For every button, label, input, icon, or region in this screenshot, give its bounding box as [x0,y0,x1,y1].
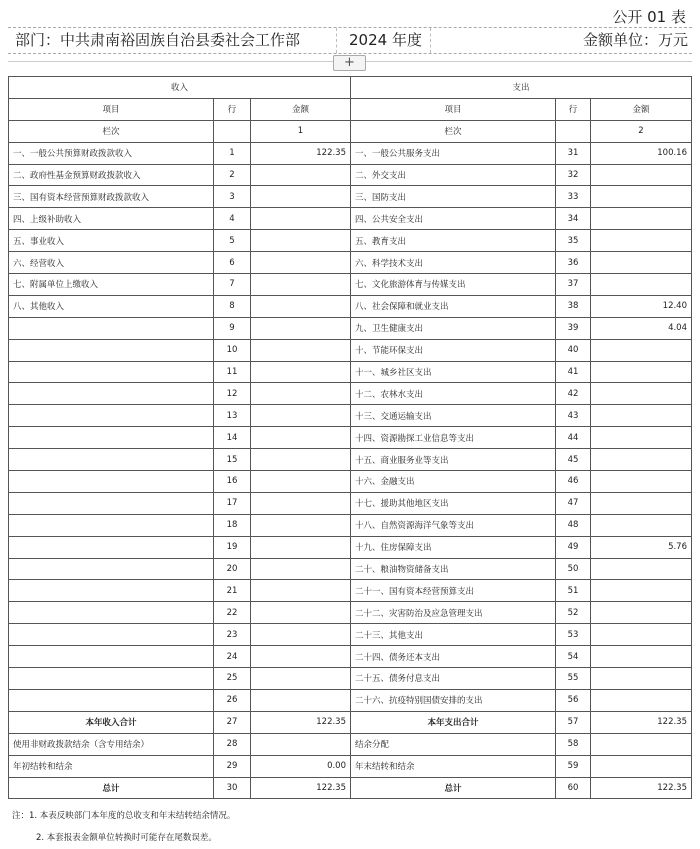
expense-item-cell: 二、外交支出 [351,164,556,186]
income-item-cell [9,646,214,668]
income-amount-cell: 0.00 [251,755,351,777]
expense-item-cell: 四、公共安全支出 [351,208,556,230]
expense-amount-cell [591,602,692,624]
income-line-cell: 6 [214,252,251,274]
income-amount-cell [251,449,351,471]
income-amount-cell [251,361,351,383]
income-amount-cell [251,492,351,514]
expense-amount-cell [591,755,692,777]
table-row [9,142,692,164]
table-row [9,689,692,711]
table-row [9,164,692,186]
footnotes [12,805,235,849]
expense-amount-cell [591,405,692,427]
expand-divider [8,61,333,62]
budget-summary-table [8,76,692,799]
expense-item-cell: 年末结转和结余 [351,755,556,777]
income-line-cell: 12 [214,383,251,405]
income-line-cell: 11 [214,361,251,383]
table-row [9,339,692,361]
income-amount-cell [251,295,351,317]
expense-order-line [556,120,591,142]
expense-amount-cell [591,274,692,296]
expense-line-cell: 55 [556,668,591,690]
table-row [9,361,692,383]
expense-item-cell: 十、节能环保支出 [351,339,556,361]
income-amount-cell [251,580,351,602]
income-amount-cell [251,558,351,580]
income-line-cell: 24 [214,646,251,668]
table-row [9,208,692,230]
expense-item-cell: 十五、商业服务业等支出 [351,449,556,471]
income-amount-header: 金额 [251,98,351,120]
table-row [9,624,692,646]
expense-section-title: 支出 [351,77,692,99]
income-item-cell [9,405,214,427]
summary-row [9,733,692,755]
income-line-cell: 7 [214,274,251,296]
expense-line-cell: 48 [556,514,591,536]
table-row [9,230,692,252]
income-item-cell [9,668,214,690]
expense-item-header: 项目 [351,98,556,120]
expense-amount-cell [591,668,692,690]
table-row [9,186,692,208]
income-item-cell [9,449,214,471]
income-item-cell: 五、事业收入 [9,230,214,252]
table-row [9,449,692,471]
income-line-cell: 20 [214,558,251,580]
income-item-cell: 六、经营收入 [9,252,214,274]
income-order-label: 栏次 [9,120,214,142]
expense-amount-cell [591,427,692,449]
expense-item-cell: 本年支出合计 [351,711,556,733]
expense-line-cell: 44 [556,427,591,449]
income-line-cell: 4 [214,208,251,230]
income-order-line [214,120,251,142]
expense-item-cell: 结余分配 [351,733,556,755]
expense-item-cell: 二十二、灾害防治及应急管理支出 [351,602,556,624]
income-item-cell [9,624,214,646]
expense-line-cell: 47 [556,492,591,514]
expense-item-cell: 三、国防支出 [351,186,556,208]
expense-item-cell: 二十六、抗疫特别国债安排的支出 [351,689,556,711]
footnote: 2. 本套报表金额单位转换时可能存在尾数误差。 [36,833,217,843]
expense-line-cell: 58 [556,733,591,755]
income-amount-cell [251,252,351,274]
expense-line-cell: 54 [556,646,591,668]
expense-item-cell: 一、一般公共服务支出 [351,142,556,164]
expense-amount-cell [591,624,692,646]
expense-amount-cell [591,186,692,208]
income-item-cell [9,427,214,449]
income-amount-cell [251,317,351,339]
expense-amount-cell [591,558,692,580]
expense-line-cell: 40 [556,339,591,361]
expense-line-cell: 45 [556,449,591,471]
table-row [9,274,692,296]
expand-button[interactable]: + [333,55,366,71]
income-line-cell: 16 [214,471,251,493]
income-line-cell: 26 [214,689,251,711]
expense-amount-cell [591,230,692,252]
summary-row [9,777,692,799]
income-item-cell [9,580,214,602]
income-item-cell: 三、国有资本经营预算财政拨款收入 [9,186,214,208]
expense-amount-cell: 122.35 [591,777,692,799]
income-item-cell [9,383,214,405]
expense-amount-cell [591,361,692,383]
income-item-cell: 年初结转和结余 [9,755,214,777]
table-row [9,317,692,339]
income-item-cell [9,361,214,383]
income-amount-cell [251,208,351,230]
expense-order-label: 栏次 [351,120,556,142]
expand-divider [366,61,692,62]
income-line-cell: 5 [214,230,251,252]
expense-amount-cell: 12.40 [591,295,692,317]
income-line-cell: 19 [214,536,251,558]
expense-item-cell: 九、卫生健康支出 [351,317,556,339]
expense-item-cell: 十六、金融支出 [351,471,556,493]
income-amount-cell [251,668,351,690]
expense-line-cell: 59 [556,755,591,777]
expense-item-cell: 十九、住房保障支出 [351,536,556,558]
expense-amount-cell: 100.16 [591,142,692,164]
income-line-cell: 15 [214,449,251,471]
expense-item-cell: 十四、资源勘探工业信息等支出 [351,427,556,449]
amount-unit: 金额单位：万元 [582,31,688,49]
income-line-cell: 25 [214,668,251,690]
income-item-cell [9,536,214,558]
expense-line-cell: 46 [556,471,591,493]
income-line-cell: 27 [214,711,251,733]
income-line-cell: 8 [214,295,251,317]
expense-item-cell: 六、科学技术支出 [351,252,556,274]
table-row [9,536,692,558]
expense-line-cell: 56 [556,689,591,711]
table-row [9,514,692,536]
income-line-cell: 1 [214,142,251,164]
income-line-cell: 30 [214,777,251,799]
income-item-cell: 二、政府性基金预算财政拨款收入 [9,164,214,186]
income-item-cell [9,514,214,536]
income-amount-cell [251,383,351,405]
table-row [9,427,692,449]
expense-line-cell: 60 [556,777,591,799]
table-row [9,492,692,514]
expense-amount-cell [591,646,692,668]
income-amount-cell [251,646,351,668]
income-amount-cell: 122.35 [251,142,351,164]
expense-line-cell: 49 [556,536,591,558]
expense-amount-cell [591,514,692,536]
table-row [9,405,692,427]
income-amount-cell [251,427,351,449]
expense-amount-cell: 4.04 [591,317,692,339]
income-item-cell [9,317,214,339]
form-code: 公开 01 表 [612,8,686,26]
expense-line-cell: 32 [556,164,591,186]
income-amount-cell [251,164,351,186]
income-item-cell: 本年收入合计 [9,711,214,733]
table-row [9,383,692,405]
expense-item-cell: 二十三、其他支出 [351,624,556,646]
income-item-header: 项目 [9,98,214,120]
income-item-cell [9,689,214,711]
expense-line-cell: 53 [556,624,591,646]
income-amount-cell [251,274,351,296]
income-item-cell: 四、上级补助收入 [9,208,214,230]
expense-item-cell: 二十五、债务付息支出 [351,668,556,690]
summary-row [9,711,692,733]
expense-item-cell: 十七、援助其他地区支出 [351,492,556,514]
income-item-cell: 使用非财政拨款结余（含专用结余） [9,733,214,755]
column-header-row [9,98,692,120]
income-line-cell: 14 [214,427,251,449]
income-amount-cell [251,624,351,646]
expense-amount-cell [591,733,692,755]
expense-line-cell: 34 [556,208,591,230]
income-amount-cell: 122.35 [251,711,351,733]
income-amount-cell: 122.35 [251,777,351,799]
income-item-cell: 总计 [9,777,214,799]
table-row [9,558,692,580]
expense-line-cell: 33 [556,186,591,208]
expense-item-cell: 十一、城乡社区支出 [351,361,556,383]
income-item-cell [9,339,214,361]
income-item-cell [9,471,214,493]
income-item-cell: 八、其他收入 [9,295,214,317]
table-row [9,580,692,602]
income-line-cell: 13 [214,405,251,427]
expense-line-cell: 52 [556,602,591,624]
footnote: 注：1. 本表反映部门本年度的总收支和年末结转结余情况。 [12,811,236,821]
income-line-cell: 3 [214,186,251,208]
expense-item-cell: 十三、交通运输支出 [351,405,556,427]
expense-item-cell: 二十、粮油物资储备支出 [351,558,556,580]
table-row [9,471,692,493]
expense-amount-cell: 5.76 [591,536,692,558]
income-item-cell [9,492,214,514]
table-row [9,252,692,274]
expense-line-cell: 39 [556,317,591,339]
income-amount-cell [251,689,351,711]
income-line-cell: 9 [214,317,251,339]
expense-amount-cell [591,471,692,493]
expense-amount-cell [591,383,692,405]
income-amount-cell [251,471,351,493]
expense-item-cell: 总计 [351,777,556,799]
income-amount-cell [251,602,351,624]
income-amount-cell [251,405,351,427]
income-amount-cell [251,186,351,208]
expense-amount-cell [591,339,692,361]
income-line-cell: 23 [214,624,251,646]
income-amount-cell [251,230,351,252]
table-row [9,646,692,668]
expense-column-number: 2 [591,120,692,142]
expense-item-cell: 二十一、国有资本经营预算支出 [351,580,556,602]
expense-amount-cell [591,689,692,711]
expense-line-header: 行 [556,98,591,120]
expense-line-cell: 36 [556,252,591,274]
report-header [8,27,692,54]
expense-line-cell: 41 [556,361,591,383]
income-line-header: 行 [214,98,251,120]
income-line-cell: 18 [214,514,251,536]
income-amount-cell [251,536,351,558]
expense-amount-cell [591,252,692,274]
header-divider [430,28,431,53]
department-label: 部门：中共肃南裕固族自治县委社会工作部 [15,31,301,49]
table-row [9,668,692,690]
expense-item-cell: 八、社会保障和就业支出 [351,295,556,317]
summary-row [9,755,692,777]
fiscal-year: 2024 年度 [349,31,422,49]
income-line-cell: 29 [214,755,251,777]
expense-line-cell: 38 [556,295,591,317]
expense-line-cell: 43 [556,405,591,427]
income-line-cell: 21 [214,580,251,602]
income-amount-cell [251,733,351,755]
income-item-cell: 七、附属单位上缴收入 [9,274,214,296]
income-item-cell [9,558,214,580]
expense-item-cell: 七、文化旅游体育与传媒支出 [351,274,556,296]
income-line-cell: 10 [214,339,251,361]
expense-amount-cell [591,208,692,230]
income-item-cell: 一、一般公共预算财政拨款收入 [9,142,214,164]
income-line-cell: 17 [214,492,251,514]
expense-amount-header: 金额 [591,98,692,120]
expense-line-cell: 50 [556,558,591,580]
expense-amount-cell [591,492,692,514]
expense-line-cell: 51 [556,580,591,602]
expense-amount-cell [591,164,692,186]
section-header-row [9,77,692,99]
expense-item-cell: 十二、农林水支出 [351,383,556,405]
income-column-number: 1 [251,120,351,142]
income-line-cell: 28 [214,733,251,755]
expense-amount-cell: 122.35 [591,711,692,733]
expense-item-cell: 二十四、债务还本支出 [351,646,556,668]
expense-line-cell: 35 [556,230,591,252]
expense-line-cell: 42 [556,383,591,405]
column-order-row [9,120,692,142]
table-row [9,602,692,624]
header-divider [336,28,337,53]
income-section-title: 收入 [9,77,351,99]
income-line-cell: 2 [214,164,251,186]
expense-amount-cell [591,580,692,602]
expense-item-cell: 十八、自然资源海洋气象等支出 [351,514,556,536]
expense-line-cell: 37 [556,274,591,296]
income-line-cell: 22 [214,602,251,624]
expense-line-cell: 31 [556,142,591,164]
table-row [9,295,692,317]
expense-line-cell: 57 [556,711,591,733]
income-amount-cell [251,339,351,361]
expense-amount-cell [591,449,692,471]
income-item-cell [9,602,214,624]
income-amount-cell [251,514,351,536]
expense-item-cell: 五、教育支出 [351,230,556,252]
